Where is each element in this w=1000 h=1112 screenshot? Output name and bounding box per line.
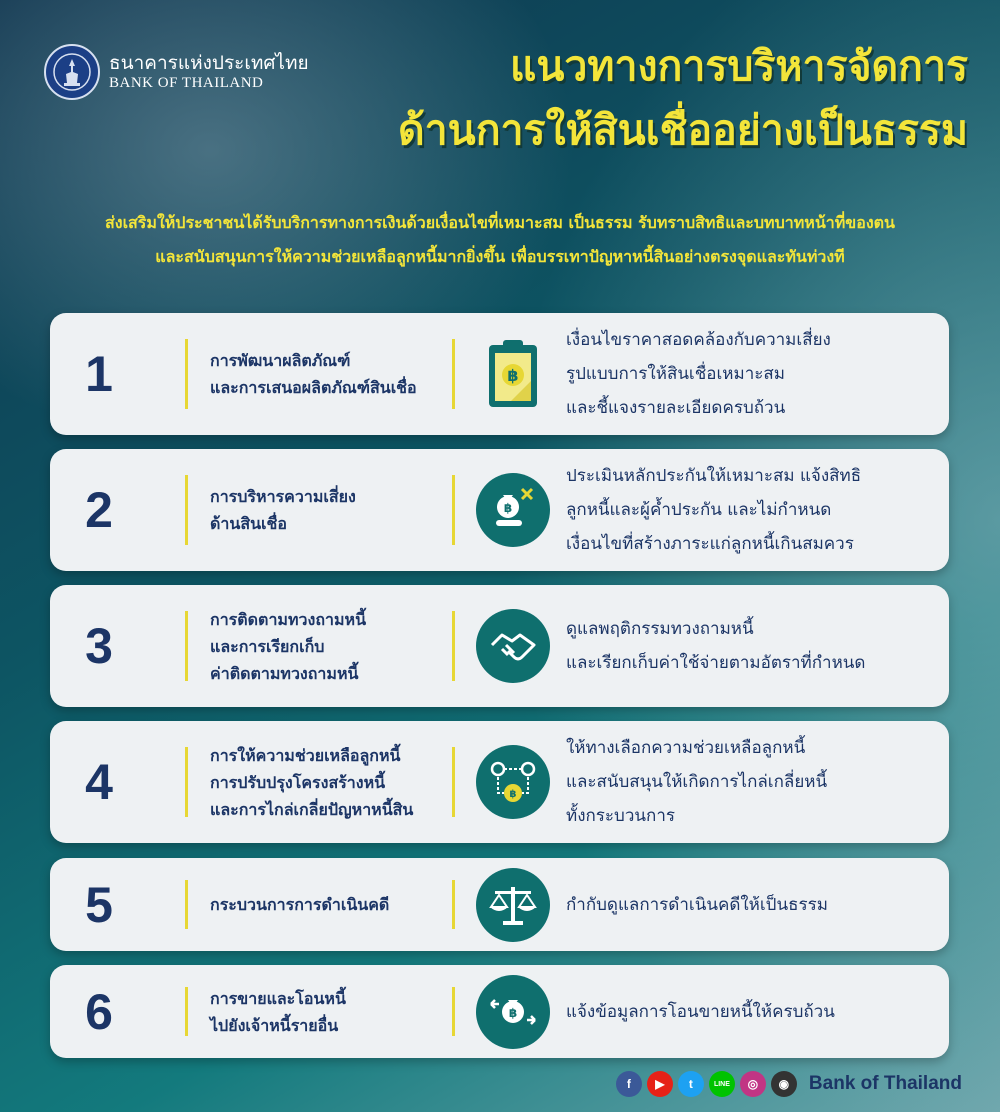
guideline-description xyxy=(566,313,941,435)
guideline-row xyxy=(50,313,949,435)
guideline-description-line: เงื่อนไขราคาสอดคล้องกับความเสี่ยง xyxy=(566,330,831,350)
guideline-topic xyxy=(210,858,450,951)
youtube-icon[interactable]: ▶ xyxy=(647,1071,673,1097)
guideline-topic-line: และการเสนอผลิตภัณฑ์สินเชื่อ xyxy=(210,378,417,397)
guideline-description-line: ลูกหนี้และผู้ค้ำประกัน และไม่กำหนด xyxy=(566,500,832,520)
guideline-number: 4 xyxy=(85,754,113,810)
divider xyxy=(452,339,455,409)
divider xyxy=(452,475,455,545)
twitter-icon[interactable]: t xyxy=(678,1071,704,1097)
money-bag-burden-icon xyxy=(476,473,550,547)
title-line-2: ด้านการให้สินเชื่ออย่างเป็นธรรม xyxy=(398,106,968,154)
bank-logo xyxy=(44,44,309,100)
guideline-description-line: เงื่อนไขที่สร้างภาระแก่ลูกหนี้เกินสมควร xyxy=(566,534,854,554)
guideline-topic xyxy=(210,313,450,435)
svg-text:฿: ฿ xyxy=(509,789,517,800)
divider xyxy=(452,987,455,1036)
bank-name-en: BANK OF THAILAND xyxy=(109,75,264,91)
bank-seal-icon xyxy=(44,44,100,100)
guideline-number: 3 xyxy=(85,618,113,674)
title-line-1: แนวทางการบริหารจัดการ xyxy=(509,42,968,90)
intro-text xyxy=(0,206,1000,274)
guideline-topic-line: การให้ความช่วยเหลือลูกหนี้ xyxy=(210,745,401,765)
divider xyxy=(185,339,188,409)
guideline-topic xyxy=(210,585,450,707)
instagram-icon[interactable]: ◎ xyxy=(740,1071,766,1097)
guideline-row xyxy=(50,965,949,1058)
guideline-description xyxy=(566,721,941,843)
guideline-description-line: ประเมินหลักประกันให้เหมาะสม แจ้งสิทธิ xyxy=(566,466,862,486)
guideline-row xyxy=(50,449,949,571)
guideline-description-line: และชี้แจงรายละเอียดครบถ้วน xyxy=(566,398,786,418)
guideline-topic-line: การขายและโอนหนี้ xyxy=(210,988,346,1008)
guideline-row xyxy=(50,721,949,843)
guideline-row xyxy=(50,585,949,707)
guideline-description xyxy=(566,449,941,571)
bank-name-th: ธนาคารแห่งประเทศไทย xyxy=(109,52,309,74)
svg-text:฿: ฿ xyxy=(507,366,519,385)
guideline-topic-line: ค่าติดตามทวงถามหนี้ xyxy=(210,663,359,683)
podcast-icon[interactable]: ◉ xyxy=(771,1071,797,1097)
divider xyxy=(452,611,455,681)
divider xyxy=(452,747,455,817)
page-title xyxy=(398,34,968,162)
divider xyxy=(185,475,188,545)
footer-label: Bank of Thailand xyxy=(808,1073,962,1094)
guideline-description-line: แจ้งข้อมูลการโอนขายหนี้ให้ครบถ้วน xyxy=(566,1001,835,1022)
guideline-row xyxy=(50,858,949,951)
divider xyxy=(185,611,188,681)
line-icon[interactable]: LINE xyxy=(709,1071,735,1097)
guideline-description-line: รูปแบบการให้สินเชื่อเหมาะสม xyxy=(566,364,785,384)
svg-text:฿: ฿ xyxy=(508,1005,518,1020)
divider xyxy=(185,987,188,1036)
guideline-description-line: ดูแลพฤติกรรมทวงถามหนี้ xyxy=(566,619,754,639)
money-transfer-icon xyxy=(476,975,550,1049)
guideline-topic-line: และการเรียกเก็บ xyxy=(210,636,325,656)
scales-of-justice-icon xyxy=(476,868,550,942)
divider xyxy=(452,880,455,929)
social-links xyxy=(616,1071,802,1097)
guideline-topic xyxy=(210,449,450,571)
guideline-topic-line: กระบวนการการดำเนินคดี xyxy=(210,895,390,914)
guideline-description-line: ทั้งกระบวนการ xyxy=(566,806,675,826)
guideline-description xyxy=(566,585,941,707)
process-gears-icon xyxy=(476,745,550,819)
guideline-description-line: และสนับสนุนให้เกิดการไกล่เกลี่ยหนี้ xyxy=(566,772,828,792)
guideline-number: 1 xyxy=(85,346,113,402)
guideline-topic-line: และการไกล่เกลี่ยปัญหาหนี้สิน xyxy=(210,799,414,819)
divider xyxy=(185,880,188,929)
guideline-topic-line: ด้านสินเชื่อ xyxy=(210,514,287,533)
intro-line-2: และสนับสนุนการให้ความช่วยเหลือลูกหนี้มากยิ่งขึ้น เพื่อบรรเทาปัญหาหนี้สินอย่างตรงจุดและทันท่วงที xyxy=(155,247,845,266)
guideline-description-line: และเรียกเก็บค่าใช้จ่ายตามอัตราที่กำหนด xyxy=(566,653,866,673)
guideline-topic-line: การพัฒนาผลิตภัณฑ์ xyxy=(210,351,351,370)
guideline-topic-line: การปรับปรุงโครงสร้างหนี้ xyxy=(210,772,386,792)
guideline-topic xyxy=(210,721,450,843)
guideline-description xyxy=(566,965,941,1058)
clipboard-baht-icon xyxy=(476,337,550,411)
guideline-topic xyxy=(210,965,450,1058)
guideline-number: 2 xyxy=(85,482,113,538)
handshake-icon xyxy=(476,609,550,683)
guideline-topic-line: การบริหารความเสี่ยง xyxy=(210,487,356,506)
divider xyxy=(185,747,188,817)
guideline-description xyxy=(566,858,941,951)
facebook-icon[interactable]: f xyxy=(616,1071,642,1097)
guideline-topic-line: ไปยังเจ้าหนี้รายอื่น xyxy=(210,1015,339,1035)
guideline-description-line: กำกับดูแลการดำเนินคดีให้เป็นธรรม xyxy=(566,894,828,915)
guideline-description-line: ให้ทางเลือกความช่วยเหลือลูกหนี้ xyxy=(566,738,806,758)
guideline-number: 6 xyxy=(85,983,113,1040)
svg-text:฿: ฿ xyxy=(503,501,513,515)
footer xyxy=(616,1071,962,1097)
intro-line-1: ส่งเสริมให้ประชาชนได้รับบริการทางการเงินด้วยเงื่อนไขที่เหมาะสม เป็นธรรม รับทราบสิทธิและบทบาทหน้าที่ของตน xyxy=(104,213,895,232)
guideline-topic-line: การติดตามทวงถามหนี้ xyxy=(210,609,367,629)
guideline-number: 5 xyxy=(85,876,113,933)
